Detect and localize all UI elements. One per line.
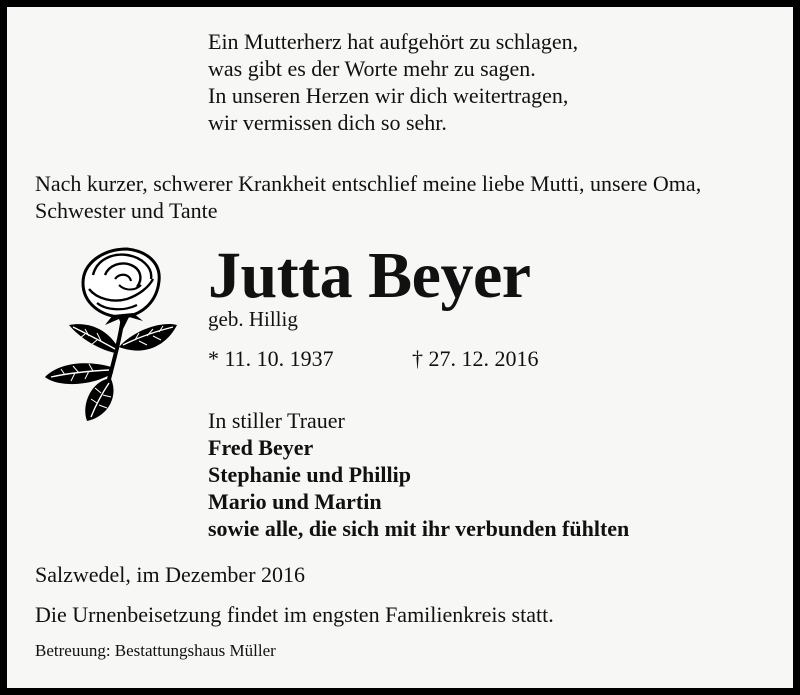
mourner: Mario und Martin	[208, 489, 382, 514]
poem-line: wir vermissen dich so sehr.	[208, 110, 447, 135]
place-date: Salzwedel, im Dezember 2016	[35, 562, 306, 587]
poem-line: In unseren Herzen wir dich weitertragen,	[208, 83, 569, 108]
poem-line: was gibt es der Worte mehr zu sagen.	[208, 56, 536, 81]
rose-icon	[35, 245, 185, 425]
mourner: sowie alle, die sich mit ihr verbunden fühlten	[208, 516, 630, 541]
mourning-intro: In stiller Trauer	[208, 408, 345, 433]
intro-text: Nach kurzer, schwerer Krankheit entschlief meine liebe Mutti, unsere Oma, Schwester und Tante	[35, 171, 702, 223]
birth-date: * 11. 10. 1937	[208, 346, 334, 371]
mourners-block	[208, 407, 629, 542]
poem-line: Ein Mutterherz hat aufgehört zu schlagen,	[208, 29, 579, 54]
mourner: Stephanie und Phillip	[208, 462, 411, 487]
mourner: Fred Beyer	[208, 435, 314, 460]
maiden-name: geb. Hillig	[208, 307, 298, 331]
poem	[208, 28, 578, 136]
undertaker-note: Betreuung: Bestattungshaus Müller	[35, 641, 276, 660]
deceased-name: Jutta Beyer	[208, 239, 531, 312]
urn-note: Die Urnenbeisetzung findet im engsten Familienkreis statt.	[35, 602, 554, 627]
death-date: † 27. 12. 2016	[412, 346, 539, 371]
